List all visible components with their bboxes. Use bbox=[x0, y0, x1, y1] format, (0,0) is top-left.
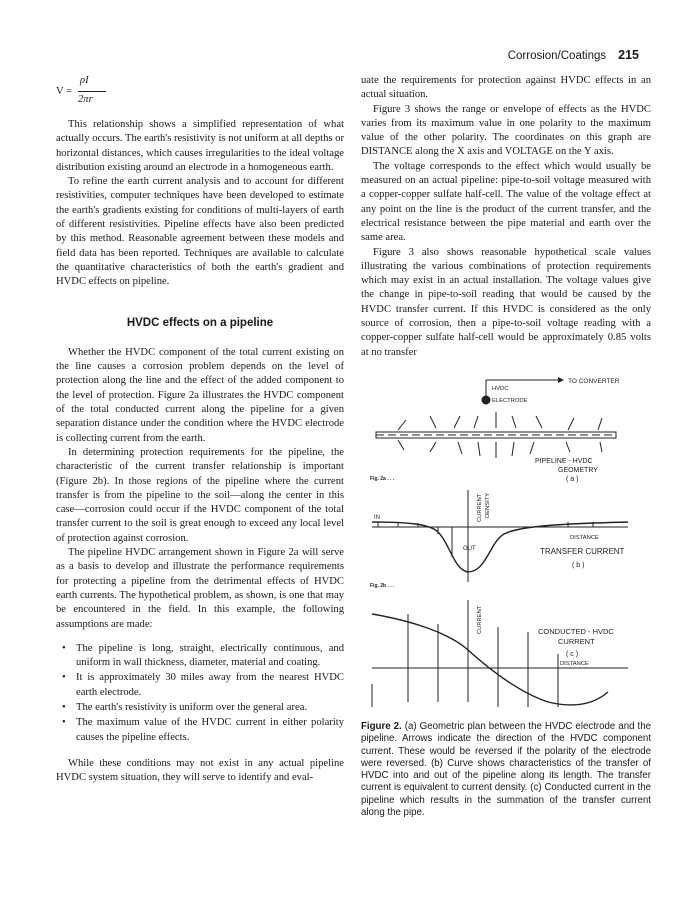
fig2b-caption-label: Fig. 2b . . . bbox=[370, 583, 395, 589]
paragraph: Figure 3 shows the range or envelope of effects as the HVDC varies from its maximum value in one polarity to the maximum value of the other polarity. The coordinates on this graph are DISTANCE along the X axis and VOLTAGE on the Y axis. bbox=[361, 103, 651, 158]
caption-text: (a) Geometric plan between the HVDC electrode and the pipeline. Arrows indicate the direction of the HVDC component current. These would be reversed if the polarity of the electrode were reversed. (b) Curve shows characteristics of the transfer of HVDC into and out of the pipeline along its length. The transfer current is equivalent to current density. (c) Conducted current in the pipeline which results in the summation of the transfer current along the pipe. bbox=[361, 721, 651, 819]
list-item: • The pipeline is long, straight, electrically continuous, and uniform in wall thickness, diameter, material and coating. bbox=[76, 642, 344, 671]
paragraph: In determining protection requirements for the pipeline, the characteristic of the current transfer relationship is important (Figure 2b). In those regions of the pipeline where the current transfer is from the pipeline to the soil—along the center in this case—corrosion could occur if the HVDC component of the total transfer current to the soil is great enough to exceed any local level of protection against corrosion. bbox=[56, 446, 344, 544]
fig2c-letter: ( c ) bbox=[566, 651, 579, 658]
hvdc-label: HVDC bbox=[492, 386, 509, 392]
arrow-line bbox=[458, 442, 462, 454]
paragraph: While these conditions may not exist in any actual pipeline HVDC system situation, they will serve to identify and eval- bbox=[56, 757, 344, 784]
paragraph: Whether the HVDC component of the total current existing on the line causes a corrosion problem depends on the level of protection along the line and the effect of the added component to the level of protection. Figure 2a illustrates the HVDC component of the total conducted current along the pipeline for a given separation distance under the condition where the HVDC electrode is collecting current from the earth. bbox=[56, 346, 344, 444]
fig2a-geometry bbox=[370, 378, 620, 483]
arrow-line bbox=[566, 442, 570, 452]
current-c-label: CURRENT bbox=[477, 605, 483, 634]
section-heading: HVDC effects on a pipeline bbox=[126, 316, 274, 329]
arrow-line bbox=[568, 418, 574, 430]
figure-2 bbox=[368, 372, 653, 717]
paragraph: uate the requirements for protection against HVDC effects in an actual situation. bbox=[361, 75, 651, 101]
arrow-line bbox=[454, 416, 460, 428]
voltage-equation bbox=[56, 74, 344, 110]
fig2a-caption-label: Fig. 2a . . . bbox=[370, 476, 395, 482]
paragraph: The pipeline HVDC arrangement shown in Figure 2a will serve as a basis to develop and illustrate the performance requirements for protecting a pipeline from the detrimental effects of HVDC earth currents. The hypothetical problem, as shown, is one that may be encountered in the field. In this example, the following assumptions are made: bbox=[56, 547, 344, 630]
fig2b-transfer-current bbox=[370, 490, 628, 589]
paragraph: Figure 3 also shows reasonable hypothetical scale values illustrating the various combinations of protection requirements which may exist in an actual installation. The voltage values give the change in pipe-to-soil reading that would be caused by the HVDC transfer current. If this HVDC is considered as the only source of corrosion, then a pipe-to-soil voltage reading with a copper-copper sulfate half-cell would be approximately 0.85 volts at no transfer bbox=[361, 246, 651, 358]
list-item: • The maximum value of the HVDC current in either polarity causes the pipeline effects. bbox=[76, 716, 344, 745]
equation-numerator: ρI bbox=[80, 75, 89, 86]
paragraph: The voltage corresponds to the effect which would usually be measured on an actual pipeline: pipe-to-soil voltage measured with a copper-copper sulfate half-cell. The value of the voltage effect at any point on the line is the product of the current transfer, and the electrical resistance between the pipe material and earth over the same area. bbox=[361, 160, 651, 244]
electrode-symbol bbox=[482, 396, 490, 404]
equation-lhs: V = bbox=[56, 86, 73, 97]
arrow-line bbox=[430, 416, 436, 428]
page-number: 215 bbox=[618, 48, 639, 62]
section-title: Corrosion/Coatings bbox=[507, 50, 607, 62]
current-label: CURRENT bbox=[477, 493, 483, 522]
arrow-line bbox=[512, 442, 514, 456]
distance-b-label: DISTANCE bbox=[570, 535, 599, 541]
running-header bbox=[508, 48, 639, 62]
to-converter-label: TO CONVERTER bbox=[568, 378, 620, 385]
arrow-line bbox=[474, 416, 478, 428]
fraction-bar bbox=[78, 91, 106, 92]
arrow-line bbox=[398, 440, 404, 450]
fig2a-title-line1: PIPELINE - HVDC bbox=[535, 458, 593, 465]
fig2b-letter: ( b ) bbox=[572, 562, 585, 569]
arrow-line bbox=[600, 442, 602, 452]
left-column bbox=[56, 74, 344, 785]
fig2b-title: TRANSFER CURRENT bbox=[540, 547, 625, 556]
arrow-line bbox=[478, 442, 480, 456]
fig2a-letter: ( a ) bbox=[566, 476, 579, 483]
figure-caption bbox=[361, 721, 651, 819]
paragraph: To refine the earth current analysis and to account for different resistivities, computer techniques have been developed to estimate the earth's gradients existing for conditions of multi-layers of earth of different resistivities. Pipeline effects have also been predicted by this method. Reasonable agreement between these models and field data has been reported. Techniques are available to calculate the quantitative characteristics of both the earth's gradient and HVDC effects on pipeline. bbox=[56, 176, 344, 288]
density-label: DENSITY bbox=[485, 492, 491, 518]
distance-c-label: DISTANCE bbox=[560, 661, 589, 667]
fig2c-title-line2: CURRENT bbox=[558, 637, 595, 646]
list-item: • The earth's resistivity is uniform over the general area. bbox=[76, 701, 344, 715]
arrow-line bbox=[536, 416, 542, 428]
list-item: • It is approximately 30 miles away from the nearest HVDC earth electrode. bbox=[76, 671, 344, 700]
caption-lead: Figure 2. bbox=[361, 721, 402, 732]
arrow-line bbox=[430, 442, 436, 452]
fig2c-title-line1: CONDUCTED - HVDC bbox=[538, 627, 614, 636]
arrow-line bbox=[398, 420, 406, 430]
arrow-line bbox=[598, 418, 602, 430]
out-label: OUT bbox=[463, 546, 476, 552]
right-column bbox=[361, 74, 651, 360]
assumption-list bbox=[56, 642, 344, 745]
equation-denominator: 2πr bbox=[78, 94, 93, 105]
arrow-line bbox=[512, 416, 516, 428]
in-label: IN bbox=[374, 515, 380, 521]
fig2a-title-line2: GEOMETRY bbox=[558, 467, 598, 474]
arrow-line bbox=[530, 442, 534, 454]
electrode-label: ELECTRODE bbox=[492, 398, 528, 404]
paragraph: This relationship shows a simplified representation of what actually occurs. The earth's resistivity is not uniform at all depths or horizontal distances, which causes irregularities to the ideal voltage distribution existing around an electrode in a homogeneous earth. bbox=[56, 119, 344, 173]
fig2c-conducted-current bbox=[372, 600, 628, 707]
